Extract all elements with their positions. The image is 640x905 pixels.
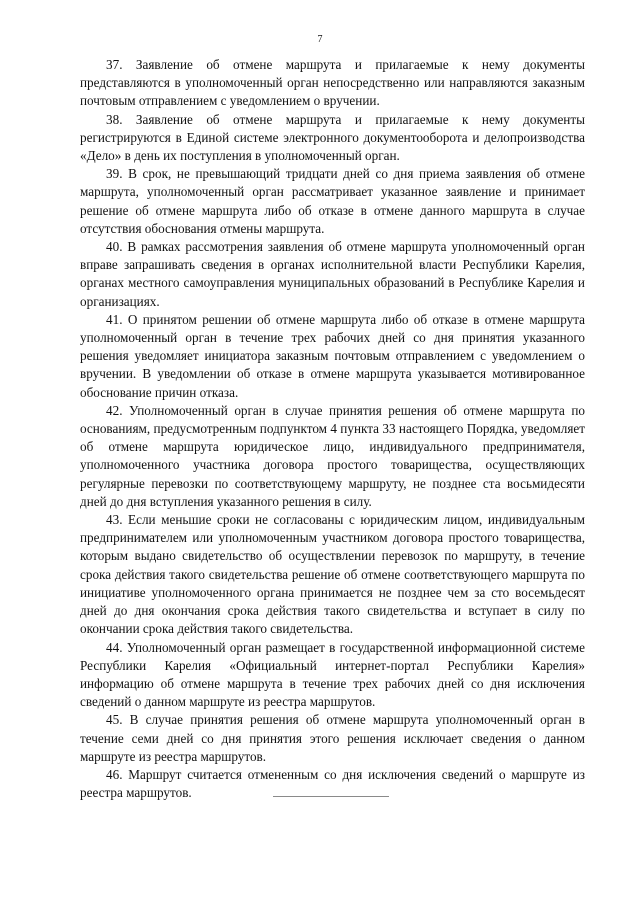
page-number: 7 <box>317 34 323 45</box>
paragraph-39: 39. В срок, не превышающий тридцати дней со дня приема заявления об отмене маршрута, уполномоченный орган рассматривает указанное заявление и принимает решение об отмене маршрута либо об отказе в отмене данного маршрута в случае отсутствия обоснования отмены маршрута. <box>80 166 585 236</box>
paragraph-40: 40. В рамках рассмотрения заявления об отмене маршрута уполномоченный орган вправе запрашивать сведения в органах исполнительной власти Республики Карелия, органах местного самоуправления муниципальных образований в Республике Карелия и организациях. <box>80 239 585 309</box>
paragraph-46: 46. Маршрут считается отмененным со дня исключения сведений о маршруте из реестра маршрутов. <box>80 766 585 801</box>
paragraph-37: 37. Заявление об отмене маршрута и прилагаемые к нему документы представляются в уполномоченный орган непосредственно или направляются заказным почтовым отправлением с уведомлением о вручении. <box>80 57 585 109</box>
paragraph-38: 38. Заявление об отмене маршрута и прилагаемые к нему документы регистрируются в Единой системе электронного документооборота и делопроизводства «Дело» в день их поступления в уполномоченный орган. <box>80 111 585 164</box>
paragraph-43: 43. Если меньшие сроки не согласованы с юридическим лицом, индивидуальным предпринимателем или уполномоченным участником договора простого товарищества, которым выдано свидетельство об осуществлении перевозок по маршруту, в течение срока действия такого свидетельства решение об отмене соответствующего маршрута по инициативе уполномоченного органа принимается не позднее чем за сто восемьдесят дней до дня окончания срока действия такого свидетельства и вступает в силу по окончании срока действия такого свидетельства. <box>80 512 585 637</box>
document-body <box>80 56 585 802</box>
end-divider <box>273 796 389 797</box>
paragraph-41: 41. О принятом решении об отмене маршрута либо об отказе в отмене маршрута уполномоченный орган в течение трех рабочих дней со дня принятия указанного решения уведомляет инициатора заказным почтовым отправлением с уведомлением о вручении. В уведомлении об отказе в отмене маршрута указывается мотивированное обоснование причин отказа. <box>80 311 585 400</box>
paragraph-42: 42. Уполномоченный орган в случае принятия решения об отмене маршрута по основаниям, предусмотренным подпунктом 4 пункта 33 настоящего Порядка, уведомляет об отмене маршрута юридическое лицо, индивидуального предпринимателя, уполномоченного участника договора простого товарищества, осуществляющих регулярные перевозки по соответствующему маршруту, не позднее ста восьмидесяти дней до дня вступления указанного решения в силу. <box>80 402 585 509</box>
paragraph-45: 45. В случае принятия решения об отмене маршрута уполномоченный орган в течение семи дней со дня принятия этого решения исключает сведения о данном маршруте из реестра маршрутов. <box>80 712 585 764</box>
paragraph-44: 44. Уполномоченный орган размещает в государственной информационной системе Республики Карелия «Официальный интернет-портал Республики Карелия» информацию об отмене маршрута в течение трех рабочих дней со дня исключения сведений о данном маршруте из реестра маршрутов. <box>80 639 585 710</box>
